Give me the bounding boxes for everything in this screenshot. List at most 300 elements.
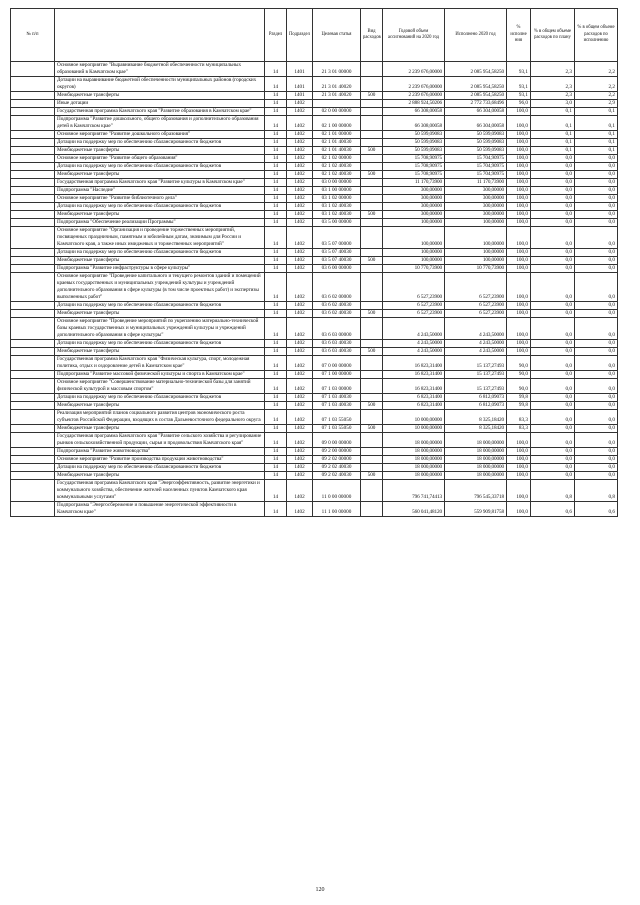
cell-share-plan: 0,0 bbox=[531, 433, 575, 448]
cell-pct: 93,1 bbox=[507, 77, 531, 92]
cell-podrazdel: 1402 bbox=[287, 219, 313, 227]
cell-share-plan: 2,3 bbox=[531, 92, 575, 100]
cell-vid: 500 bbox=[361, 472, 383, 480]
cell-share-plan: 0,0 bbox=[531, 187, 575, 195]
cell-podrazdel: 1402 bbox=[287, 139, 313, 147]
cell-vid bbox=[361, 480, 383, 502]
cell-vid bbox=[361, 265, 383, 273]
cell-share-fact: 0,0 bbox=[575, 464, 618, 472]
table-row bbox=[11, 410, 618, 425]
cell-podrazdel: 1402 bbox=[287, 433, 313, 448]
cell-vid bbox=[361, 371, 383, 379]
cell-plan: 16 823,31400 bbox=[383, 356, 445, 371]
budget-table bbox=[10, 8, 618, 517]
cell-pct: 100,0 bbox=[507, 464, 531, 472]
cell-podrazdel: 1402 bbox=[287, 480, 313, 502]
cell-num bbox=[11, 394, 55, 402]
cell-pct: 100,0 bbox=[507, 171, 531, 179]
cell-target: 03 6 00 00000 bbox=[313, 265, 361, 273]
cell-vid bbox=[361, 195, 383, 203]
cell-share-fact: 0,0 bbox=[575, 348, 618, 356]
cell-plan: 50 599,09083 bbox=[383, 147, 445, 155]
cell-fact: 8 325,18420 bbox=[445, 410, 507, 425]
cell-razdel: 14 bbox=[265, 371, 287, 379]
cell-fact: 18 000,00000 bbox=[445, 464, 507, 472]
cell-pct: 100,0 bbox=[507, 480, 531, 502]
cell-fact: 300,00000 bbox=[445, 187, 507, 195]
cell-pct: 100,0 bbox=[507, 310, 531, 318]
cell-podrazdel: 1402 bbox=[287, 302, 313, 310]
table-row bbox=[11, 257, 618, 265]
header-name bbox=[55, 9, 265, 62]
cell-name: Дотации на поддержку мер по обеспечению сбалансированности бюджетов bbox=[55, 249, 265, 257]
cell-share-fact: 2,2 bbox=[575, 77, 618, 92]
cell-plan: 18 000,00000 bbox=[383, 433, 445, 448]
cell-name: Межбюджетные трансферты bbox=[55, 211, 265, 219]
cell-podrazdel: 1401 bbox=[287, 92, 313, 100]
cell-num bbox=[11, 348, 55, 356]
cell-share-plan: 0,0 bbox=[531, 257, 575, 265]
cell-pct: 100,0 bbox=[507, 472, 531, 480]
cell-plan: 66 308,00058 bbox=[383, 108, 445, 116]
cell-razdel: 14 bbox=[265, 179, 287, 187]
cell-vid bbox=[361, 131, 383, 139]
cell-podrazdel: 1402 bbox=[287, 163, 313, 171]
cell-num bbox=[11, 273, 55, 302]
cell-num bbox=[11, 356, 55, 371]
cell-share-plan: 0,0 bbox=[531, 249, 575, 257]
cell-razdel: 14 bbox=[265, 131, 287, 139]
cell-podrazdel: 1402 bbox=[287, 310, 313, 318]
cell-pct: 100,0 bbox=[507, 155, 531, 163]
cell-podrazdel: 1402 bbox=[287, 211, 313, 219]
cell-name: Межбюджетные трансферты bbox=[55, 472, 265, 480]
cell-vid bbox=[361, 139, 383, 147]
table-row bbox=[11, 456, 618, 464]
cell-podrazdel: 1402 bbox=[287, 472, 313, 480]
cell-fact: 300,00000 bbox=[445, 211, 507, 219]
cell-fact: 50 599,09083 bbox=[445, 147, 507, 155]
cell-podrazdel: 1402 bbox=[287, 348, 313, 356]
cell-share-plan: 0,0 bbox=[531, 171, 575, 179]
cell-num bbox=[11, 425, 55, 433]
cell-pct: 100,0 bbox=[507, 163, 531, 171]
cell-fact: 6 812,09073 bbox=[445, 394, 507, 402]
cell-target: 03 5 07 40030 bbox=[313, 249, 361, 257]
cell-fact: 15 704,90975 bbox=[445, 155, 507, 163]
cell-num bbox=[11, 92, 55, 100]
cell-name: Реализация мероприятий планов социального развития центров экономического роста субъектов Российской Федерации, входящих в состав Дальневосточного федерального округа bbox=[55, 410, 265, 425]
cell-pct: 100,0 bbox=[507, 187, 531, 195]
cell-name: Дотации на поддержку мер по обеспечению сбалансированности бюджетов bbox=[55, 340, 265, 348]
cell-num bbox=[11, 163, 55, 171]
cell-plan: 100,00000 bbox=[383, 249, 445, 257]
cell-podrazdel: 1401 bbox=[287, 62, 313, 77]
cell-share-fact: 0,0 bbox=[575, 356, 618, 371]
cell-fact: 15 704,90975 bbox=[445, 163, 507, 171]
cell-fact: 66 304,00058 bbox=[445, 108, 507, 116]
cell-plan: 300,00000 bbox=[383, 211, 445, 219]
cell-fact: 6 527,23900 bbox=[445, 273, 507, 302]
cell-fact: 2 085 954,58250 bbox=[445, 62, 507, 77]
cell-target: 03 6 03 40030 bbox=[313, 348, 361, 356]
table-row bbox=[11, 249, 618, 257]
cell-pct: 83,3 bbox=[507, 410, 531, 425]
cell-podrazdel: 1402 bbox=[287, 379, 313, 394]
cell-podrazdel: 1402 bbox=[287, 100, 313, 108]
cell-vid bbox=[361, 379, 383, 394]
cell-name: Государственная программа Камчатского края "Развитие культуры в Камчатском крае" bbox=[55, 179, 265, 187]
cell-plan: 50 599,09083 bbox=[383, 139, 445, 147]
cell-share-fact: 0,0 bbox=[575, 340, 618, 348]
cell-target: 07 1 03 00000 bbox=[313, 379, 361, 394]
cell-target: 03 0 00 00000 bbox=[313, 179, 361, 187]
cell-target: 03 1 02 40030 bbox=[313, 203, 361, 211]
cell-name: Дотации на поддержку мер по обеспечению сбалансированности бюджетов bbox=[55, 302, 265, 310]
cell-vid bbox=[361, 273, 383, 302]
cell-plan: 11 170,73900 bbox=[383, 179, 445, 187]
cell-plan: 15 708,90975 bbox=[383, 155, 445, 163]
cell-num bbox=[11, 219, 55, 227]
table-row bbox=[11, 203, 618, 211]
cell-razdel: 14 bbox=[265, 203, 287, 211]
cell-razdel: 14 bbox=[265, 394, 287, 402]
cell-name: Государственная программа Камчатского края "Развитие образования в Камчатском крае" bbox=[55, 108, 265, 116]
cell-share-fact: 0,0 bbox=[575, 195, 618, 203]
cell-share-fact: 0,1 bbox=[575, 116, 618, 131]
cell-num bbox=[11, 116, 55, 131]
cell-razdel: 14 bbox=[265, 410, 287, 425]
cell-name: Дотации на поддержку мер по обеспечению сбалансированности бюджетов bbox=[55, 394, 265, 402]
cell-plan: 15 708,90975 bbox=[383, 163, 445, 171]
table-row bbox=[11, 211, 618, 219]
cell-podrazdel: 1402 bbox=[287, 179, 313, 187]
cell-share-plan: 0,0 bbox=[531, 195, 575, 203]
cell-num bbox=[11, 310, 55, 318]
header-razdel: Раздел bbox=[265, 9, 287, 62]
cell-num bbox=[11, 195, 55, 203]
table-row bbox=[11, 302, 618, 310]
cell-share-fact: 0,8 bbox=[575, 480, 618, 502]
cell-vid: 500 bbox=[361, 92, 383, 100]
cell-share-plan: 0,0 bbox=[531, 425, 575, 433]
table-header-row bbox=[11, 9, 618, 62]
cell-podrazdel: 1402 bbox=[287, 318, 313, 340]
cell-fact: 6 812,09073 bbox=[445, 402, 507, 410]
cell-podrazdel: 1402 bbox=[287, 448, 313, 456]
cell-fact: 18 000,00000 bbox=[445, 448, 507, 456]
cell-fact: 15 137,27493 bbox=[445, 356, 507, 371]
cell-razdel: 14 bbox=[265, 448, 287, 456]
header-num: № п/п bbox=[11, 9, 55, 62]
table-row bbox=[11, 502, 618, 517]
cell-name: Дотации на поддержку мер по обеспечению сбалансированности бюджетов bbox=[55, 139, 265, 147]
cell-razdel: 14 bbox=[265, 456, 287, 464]
cell-target: 03 6 02 00000 bbox=[313, 273, 361, 302]
cell-pct: 100,0 bbox=[507, 502, 531, 517]
cell-share-plan: 0,0 bbox=[531, 402, 575, 410]
cell-name: Подпрограмма "Обеспечение реализации Программы" bbox=[55, 219, 265, 227]
cell-pct: 93,1 bbox=[507, 92, 531, 100]
cell-share-plan: 0,0 bbox=[531, 219, 575, 227]
cell-razdel: 14 bbox=[265, 108, 287, 116]
cell-target: 02 0 00 00000 bbox=[313, 108, 361, 116]
cell-share-plan: 0,8 bbox=[531, 480, 575, 502]
cell-pct: 100,0 bbox=[507, 203, 531, 211]
cell-name: Иные дотации bbox=[55, 100, 265, 108]
cell-target: 09 2 02 40030 bbox=[313, 464, 361, 472]
cell-fact: 18 000,00000 bbox=[445, 433, 507, 448]
cell-pct: 100,0 bbox=[507, 131, 531, 139]
cell-podrazdel: 1402 bbox=[287, 371, 313, 379]
cell-vid bbox=[361, 340, 383, 348]
cell-podrazdel: 1402 bbox=[287, 131, 313, 139]
table-row bbox=[11, 179, 618, 187]
cell-target: 09 0 00 00000 bbox=[313, 433, 361, 448]
cell-vid bbox=[361, 394, 383, 402]
cell-fact: 10 770,73900 bbox=[445, 265, 507, 273]
cell-share-plan: 0,0 bbox=[531, 340, 575, 348]
cell-target: 02 1 00 00000 bbox=[313, 116, 361, 131]
table-row bbox=[11, 131, 618, 139]
cell-razdel: 14 bbox=[265, 356, 287, 371]
cell-plan: 560 041,48120 bbox=[383, 502, 445, 517]
cell-razdel: 14 bbox=[265, 502, 287, 517]
table-row bbox=[11, 108, 618, 116]
cell-razdel: 14 bbox=[265, 433, 287, 448]
cell-razdel: 14 bbox=[265, 464, 287, 472]
cell-name: Подпрограмма "Развитие инфраструктуры в сфере культуры" bbox=[55, 265, 265, 273]
cell-share-fact: 0,1 bbox=[575, 108, 618, 116]
cell-plan: 10 000,00000 bbox=[383, 410, 445, 425]
cell-razdel: 14 bbox=[265, 348, 287, 356]
cell-share-fact: 0,0 bbox=[575, 394, 618, 402]
cell-share-plan: 0,0 bbox=[531, 371, 575, 379]
cell-num bbox=[11, 62, 55, 77]
cell-fact: 8 325,18420 bbox=[445, 425, 507, 433]
cell-share-fact: 0,1 bbox=[575, 131, 618, 139]
cell-fact: 50 599,09083 bbox=[445, 131, 507, 139]
cell-num bbox=[11, 379, 55, 394]
cell-share-fact: 0,0 bbox=[575, 211, 618, 219]
cell-plan: 300,00000 bbox=[383, 187, 445, 195]
cell-plan: 16 823,31400 bbox=[383, 371, 445, 379]
cell-target: 02 1 01 40030 bbox=[313, 147, 361, 155]
cell-razdel: 14 bbox=[265, 139, 287, 147]
cell-plan: 300,00000 bbox=[383, 195, 445, 203]
table-row bbox=[11, 356, 618, 371]
cell-target: 21 3 01 40020 bbox=[313, 77, 361, 92]
cell-fact: 100,00000 bbox=[445, 227, 507, 249]
cell-pct: 90,0 bbox=[507, 356, 531, 371]
table-row bbox=[11, 394, 618, 402]
cell-num bbox=[11, 171, 55, 179]
cell-name: Дотации на поддержку мер по обеспечению сбалансированности бюджетов bbox=[55, 203, 265, 211]
cell-vid bbox=[361, 62, 383, 77]
cell-target: 03 1 00 00000 bbox=[313, 187, 361, 195]
cell-fact: 100,00000 bbox=[445, 249, 507, 257]
cell-razdel: 14 bbox=[265, 219, 287, 227]
cell-share-fact: 0,0 bbox=[575, 257, 618, 265]
cell-target: 02 1 02 40030 bbox=[313, 163, 361, 171]
table-row bbox=[11, 219, 618, 227]
table-row bbox=[11, 464, 618, 472]
cell-plan: 16 823,31400 bbox=[383, 379, 445, 394]
cell-target: 07 0 00 00000 bbox=[313, 356, 361, 371]
cell-vid bbox=[361, 318, 383, 340]
cell-fact: 100,00000 bbox=[445, 219, 507, 227]
cell-razdel: 14 bbox=[265, 155, 287, 163]
cell-name: Основное мероприятие "Выравнивание бюджетной обеспеченности муниципальных образований в Камчатском крае" bbox=[55, 62, 265, 77]
cell-razdel: 14 bbox=[265, 187, 287, 195]
cell-share-fact: 0,0 bbox=[575, 187, 618, 195]
cell-share-plan: 0,0 bbox=[531, 273, 575, 302]
cell-pct: 100,0 bbox=[507, 219, 531, 227]
cell-num bbox=[11, 371, 55, 379]
cell-share-fact: 0,0 bbox=[575, 302, 618, 310]
cell-pct: 100,0 bbox=[507, 340, 531, 348]
table-row bbox=[11, 340, 618, 348]
cell-podrazdel: 1402 bbox=[287, 249, 313, 257]
cell-num bbox=[11, 480, 55, 502]
cell-plan: 100,00000 bbox=[383, 257, 445, 265]
cell-share-fact: 0,0 bbox=[575, 318, 618, 340]
cell-target: 07 1 03 55050 bbox=[313, 425, 361, 433]
cell-target: 11 1 00 00000 bbox=[313, 502, 361, 517]
cell-fact: 18 000,00000 bbox=[445, 472, 507, 480]
cell-pct: 96,0 bbox=[507, 100, 531, 108]
cell-plan: 100,00000 bbox=[383, 219, 445, 227]
cell-num bbox=[11, 108, 55, 116]
cell-razdel: 14 bbox=[265, 147, 287, 155]
cell-target: 02 1 01 40030 bbox=[313, 139, 361, 147]
cell-pct: 100,0 bbox=[507, 348, 531, 356]
cell-razdel: 14 bbox=[265, 318, 287, 340]
cell-plan: 100,00000 bbox=[383, 227, 445, 249]
cell-fact: 11 170,73900 bbox=[445, 179, 507, 187]
cell-fact: 6 527,23900 bbox=[445, 302, 507, 310]
cell-share-plan: 3,0 bbox=[531, 100, 575, 108]
cell-podrazdel: 1402 bbox=[287, 464, 313, 472]
cell-target: 03 1 02 40030 bbox=[313, 211, 361, 219]
cell-share-plan: 0,0 bbox=[531, 179, 575, 187]
cell-num bbox=[11, 302, 55, 310]
cell-plan: 18 000,00000 bbox=[383, 448, 445, 456]
cell-share-plan: 0,1 bbox=[531, 116, 575, 131]
table-row bbox=[11, 163, 618, 171]
cell-target: 03 5 00 00000 bbox=[313, 219, 361, 227]
cell-vid: 500 bbox=[361, 402, 383, 410]
cell-vid: 500 bbox=[361, 171, 383, 179]
cell-share-plan: 0,6 bbox=[531, 502, 575, 517]
cell-podrazdel: 1402 bbox=[287, 273, 313, 302]
table-row bbox=[11, 379, 618, 394]
cell-pct: 100,0 bbox=[507, 179, 531, 187]
cell-num bbox=[11, 456, 55, 464]
cell-pct: 100,0 bbox=[507, 147, 531, 155]
cell-num bbox=[11, 187, 55, 195]
cell-plan: 796 741,74413 bbox=[383, 480, 445, 502]
cell-fact: 4 243,50000 bbox=[445, 340, 507, 348]
cell-pct: 100,0 bbox=[507, 227, 531, 249]
cell-share-plan: 0,0 bbox=[531, 155, 575, 163]
cell-pct: 100,0 bbox=[507, 302, 531, 310]
cell-share-fact: 0,0 bbox=[575, 456, 618, 464]
cell-target: 03 6 02 40030 bbox=[313, 310, 361, 318]
cell-name: Межбюджетные трансферты bbox=[55, 348, 265, 356]
cell-vid: 500 bbox=[361, 425, 383, 433]
cell-name: Государственная программа Камчатского края "Физическая культура, спорт, молодежная политика, отдых и оздоровление детей в Камчатском крае" bbox=[55, 356, 265, 371]
cell-name: Межбюджетные трансферты bbox=[55, 310, 265, 318]
cell-podrazdel: 1402 bbox=[287, 227, 313, 249]
cell-vid bbox=[361, 464, 383, 472]
cell-podrazdel: 1402 bbox=[287, 410, 313, 425]
cell-num bbox=[11, 472, 55, 480]
cell-share-fact: 0,0 bbox=[575, 219, 618, 227]
cell-plan: 18 000,00000 bbox=[383, 472, 445, 480]
cell-share-fact: 0,0 bbox=[575, 402, 618, 410]
table-row bbox=[11, 155, 618, 163]
table-row bbox=[11, 265, 618, 273]
cell-share-fact: 0,0 bbox=[575, 410, 618, 425]
table-row bbox=[11, 480, 618, 502]
cell-num bbox=[11, 340, 55, 348]
cell-fact: 15 137,27493 bbox=[445, 371, 507, 379]
cell-num bbox=[11, 402, 55, 410]
cell-vid bbox=[361, 456, 383, 464]
cell-vid bbox=[361, 100, 383, 108]
cell-fact: 300,00000 bbox=[445, 195, 507, 203]
cell-name: Межбюджетные трансферты bbox=[55, 402, 265, 410]
cell-share-plan: 0,0 bbox=[531, 211, 575, 219]
cell-num bbox=[11, 179, 55, 187]
cell-fact: 50 599,09083 bbox=[445, 139, 507, 147]
cell-num bbox=[11, 448, 55, 456]
cell-fact: 66 304,00058 bbox=[445, 116, 507, 131]
cell-num bbox=[11, 77, 55, 92]
cell-razdel: 14 bbox=[265, 265, 287, 273]
cell-vid bbox=[361, 187, 383, 195]
cell-share-fact: 0,0 bbox=[575, 265, 618, 273]
cell-pct: 100,0 bbox=[507, 265, 531, 273]
cell-plan: 2 239 676,00000 bbox=[383, 92, 445, 100]
cell-share-plan: 0,0 bbox=[531, 318, 575, 340]
cell-target: 07 1 00 00000 bbox=[313, 371, 361, 379]
cell-pct: 99,8 bbox=[507, 394, 531, 402]
cell-share-fact: 0,6 bbox=[575, 502, 618, 517]
cell-share-plan: 0,0 bbox=[531, 456, 575, 464]
cell-share-fact: 0,0 bbox=[575, 203, 618, 211]
cell-share-fact: 0,1 bbox=[575, 147, 618, 155]
cell-plan: 10 770,73900 bbox=[383, 265, 445, 273]
cell-target: 09 2 02 00000 bbox=[313, 456, 361, 464]
table-row bbox=[11, 310, 618, 318]
cell-name: Межбюджетные трансферты bbox=[55, 92, 265, 100]
cell-share-plan: 0,0 bbox=[531, 227, 575, 249]
cell-target: 09 2 00 00000 bbox=[313, 448, 361, 456]
cell-name: Основное мероприятие "Развитие библиотечного дела" bbox=[55, 195, 265, 203]
cell-target: 03 6 03 00000 bbox=[313, 318, 361, 340]
cell-vid bbox=[361, 179, 383, 187]
cell-razdel: 14 bbox=[265, 100, 287, 108]
cell-vid bbox=[361, 433, 383, 448]
table-row bbox=[11, 77, 618, 92]
cell-vid bbox=[361, 219, 383, 227]
table-body bbox=[11, 62, 618, 517]
cell-num bbox=[11, 203, 55, 211]
cell-podrazdel: 1402 bbox=[287, 147, 313, 155]
cell-plan: 6 527,23900 bbox=[383, 273, 445, 302]
